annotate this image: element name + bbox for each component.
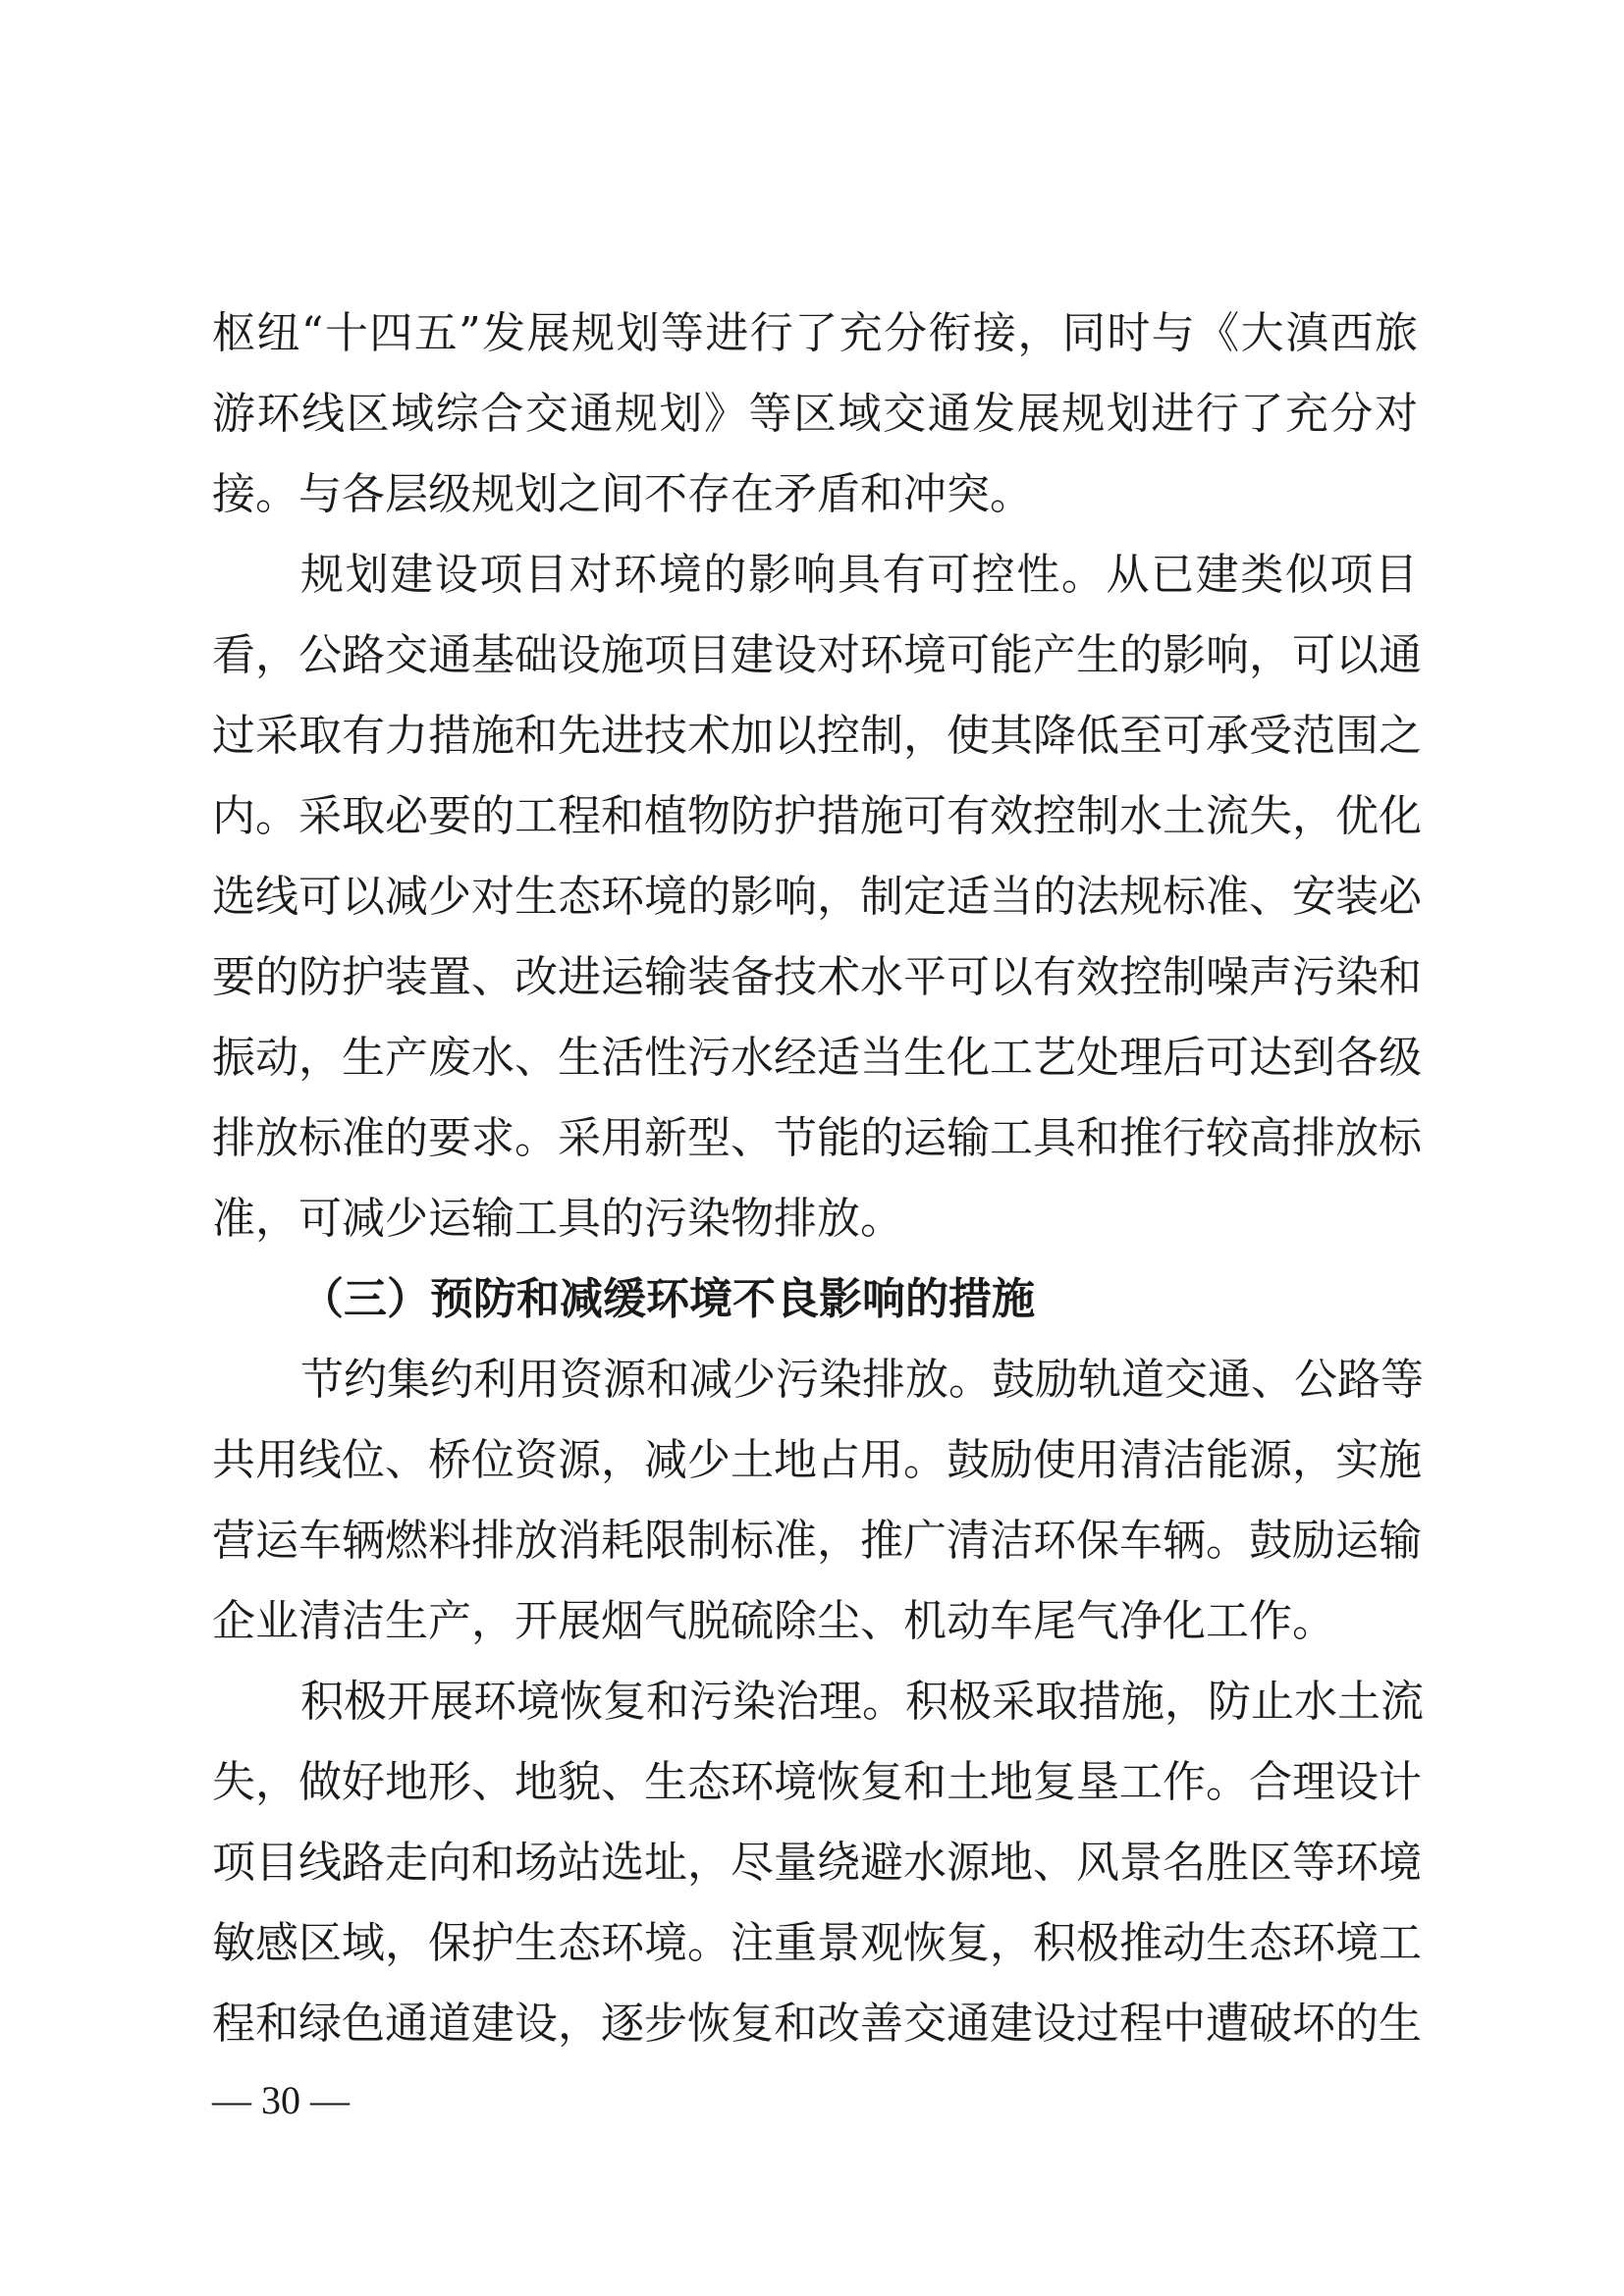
body-text-line: 选线可以减少对生态环境的影响，制定适当的法规标准、安装必 <box>212 872 1422 922</box>
page-number: — 30 — <box>212 2078 350 2122</box>
body-text-line: 看，公路交通基础设施项目建设对环境可能产生的影响，可以通 <box>212 630 1422 680</box>
body-text-line: 敏感区域，保护生态环境。注重景观恢复，积极推动生态环境工 <box>212 1918 1422 1968</box>
body-text-line: 接。与各层级规划之间不存在矛盾和冲突。 <box>212 469 1033 519</box>
body-text-line: 企业清洁生产，开展烟气脱硫除尘、机动车尾气净化工作。 <box>212 1596 1335 1646</box>
body-text-line: 振动，生产废水、生活性污水经适当生化工艺处理后可达到各级 <box>212 1033 1422 1083</box>
body-text-line: 排放标准的要求。采用新型、节能的运输工具和推行较高排放标 <box>212 1113 1422 1163</box>
body-text-line: 枢纽“十四五”发展规划等进行了充分衔接，同时与《大滇西旅 <box>212 308 1418 358</box>
body-text-line: 过采取有力措施和先进技术加以控制，使其降低至可承受范围之 <box>212 711 1422 761</box>
body-text-line: 节约集约利用资源和减少污染排放。鼓励轨道交通、公路等 <box>300 1355 1424 1405</box>
body-text-line: 要的防护装置、改进运输装备技术水平可以有效控制噪声污染和 <box>212 952 1422 1002</box>
body-text-line: 准，可减少运输工具的污染物排放。 <box>212 1194 903 1244</box>
body-text-line: 规划建设项目对环境的影响具有可控性。从已建类似项目 <box>300 550 1418 600</box>
body-text-line: 失，做好地形、地貌、生态环境恢复和土地复垦工作。合理设计 <box>212 1757 1422 1807</box>
body-text-line: 营运车辆燃料排放消耗限制标准，推广清洁环保车辆。鼓励运输 <box>212 1516 1422 1566</box>
section-heading: （三）预防和减缓环境不良影响的措施 <box>300 1274 1035 1324</box>
body-text-line: 内。采取必要的工程和植物防护措施可有效控制水土流失，优化 <box>212 791 1422 841</box>
body-text-line: 游环线区域综合交通规划》等区域交通发展规划进行了充分对 <box>212 389 1418 439</box>
body-text-line: 程和绿色通道建设，逐步恢复和改善交通建设过程中遭破坏的生 <box>212 1999 1422 2049</box>
body-text-line: 积极开展环境恢复和污染治理。积极采取措施，防止水土流 <box>300 1677 1424 1727</box>
body-text-line: 共用线位、桥位资源，减少土地占用。鼓励使用清洁能源，实施 <box>212 1435 1422 1485</box>
body-text-line: 项目线路走向和场站选址，尽量绕避水源地、风景名胜区等环境 <box>212 1838 1422 1888</box>
